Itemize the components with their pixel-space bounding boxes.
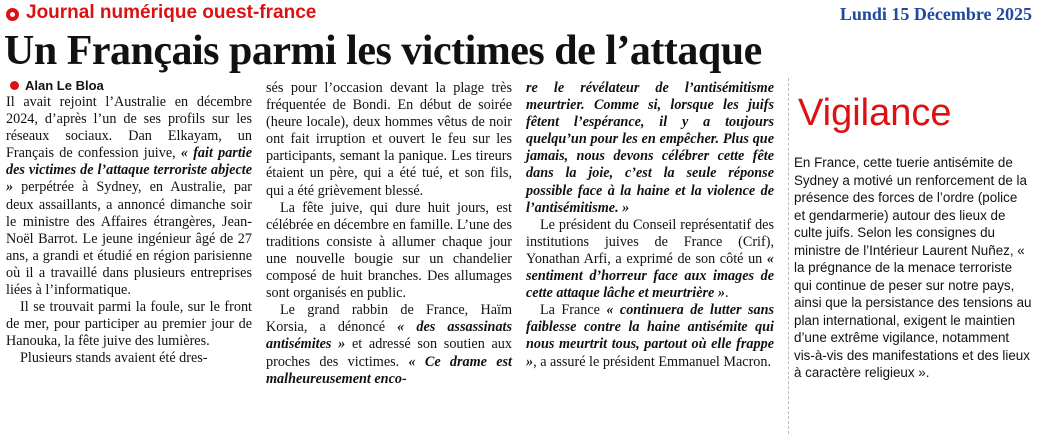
column-divider	[788, 78, 789, 434]
article-paragraph-7: La France « continuera de lutter sans faiblesse contre la haine antisémite qui nous meurtrit tous, partout où elle frappe », a assuré le président Emmanuel Macron.	[526, 302, 774, 370]
article-paragraph-5-continued: re le révélateur de l’antisémitisme meurtrier. Comme si, lorsque les juifs fêtent l’espérance, il y a toujours quelqu’un pour les en empêcher. Plus que jamais, nous devons célébrer cette fête dans la joie, c’est la seule réponse possible face à la haine et la violence de l’antisémitisme. »	[526, 80, 774, 216]
masthead	[6, 2, 1036, 28]
article-column-2	[266, 80, 512, 388]
ouest-france-logo-icon	[6, 8, 19, 21]
sidebar-box	[794, 154, 1032, 382]
issue-date: Lundi 15 Décembre 2025	[839, 4, 1032, 24]
bullet-icon	[10, 81, 19, 90]
headline: Un Français parmi les victimes de l’attaque	[4, 28, 762, 74]
article-column-1	[6, 94, 252, 368]
sidebar-text: En France, cette tuerie antisémite de Sydney a motivé un renforcement de la présence des forces de l’ordre (police et gendarmerie) autour des lieux de culte juifs. Selon les consignes du ministre de l’Intérieur Laurent Nuñez, « la prégnance de la menace terroriste qui continue de peser sur notre pays, ainsi que la persistance des tensions au plan international, exigent le maintien d’une extrême vigilance, notamment vis-à-vis des manifestations et des lieux à caractère religieux ».	[794, 155, 1032, 380]
article-column-3	[526, 80, 774, 371]
brand-name[interactable]: Journal numérique ouest-france	[26, 2, 317, 23]
article-paragraph-5: Le grand rabbin de France, Haïm Korsia, a dénoncé « des assassinats antisémites » et adressé son soutien aux proches des victimes. « Ce drame est malheureusement enco-	[266, 302, 512, 387]
article-paragraph-3: sés pour l’occasion devant la plage très fréquentée de Bondi. En début de soirée (heure locale), deux hommes vêtus de noir ont fait irruption et ouvert le feu sur les participants, semant la panique. Les tireurs étaient un père, qui a été tué, et son fils, qui a été grièvement blessé.	[266, 80, 512, 199]
article-paragraph-4: La fête juive, qui dure huit jours, est célébrée en décembre en famille. L’une des traditions consiste à allumer chaque jour une nouvelle bougie sur un chandelier composé de huit branches. Des allumages sont organisés en public.	[266, 199, 512, 302]
byline	[10, 78, 104, 93]
article-paragraph-3-start: Plusieurs stands avaient été dres-	[20, 350, 208, 367]
article-paragraph-1: Il avait rejoint l’Australie en décembre 2024, d’après l’un de ses profils sur les réseaux sociaux. Dan Elkayam, un Français de confession juive, « fait partie des victimes de l’attaque terroriste abjecte » perpétrée à Sydney, en Australie, par deux assaillants, a annoncé dimanche soir le ministre des Affaires étrangères, Jean-Noël Barrot. Le jeune ingénieur âgé de 27 ans, a grandi et étudié en région parisienne où il a travaillé dans plusieurs entreprises liées à l’informatique.	[6, 94, 252, 299]
article-paragraph-2: Il se trouvait parmi la foule, sur le front de mer, pour participer au premier jour de Hanouka, la fête juive des lumières.	[6, 299, 252, 350]
author-name: Alan Le Bloa	[25, 78, 104, 93]
sidebar-title: Vigilance	[798, 92, 952, 134]
article-paragraph-6: Le président du Conseil représentatif des institutions juives de France (Crif), Yonathan Arfi, a exprimé de son côté un « sentiment d’horreur face aux images de cette attaque lâche et meurtrière ».	[526, 216, 774, 302]
